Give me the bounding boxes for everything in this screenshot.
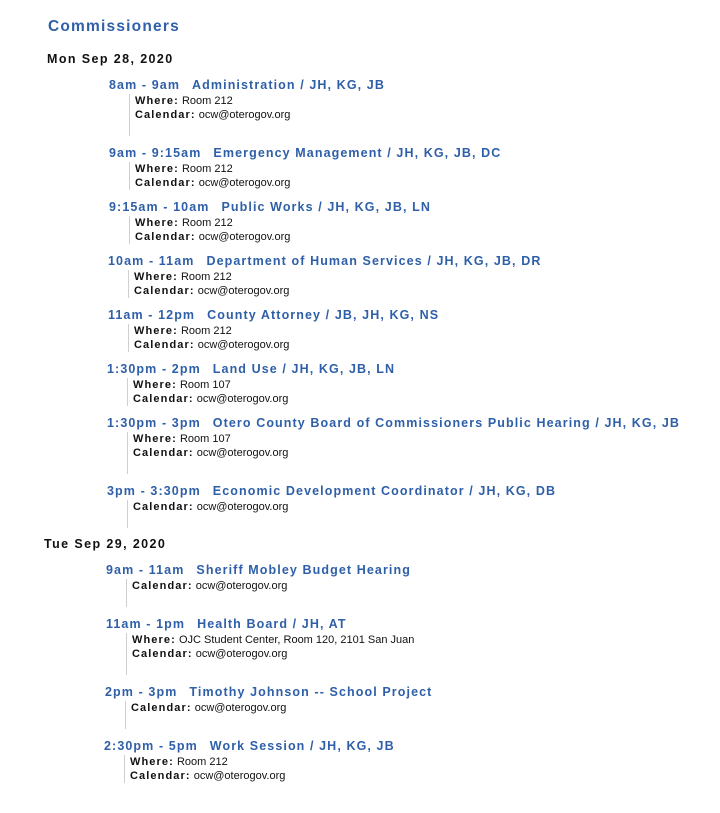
event-title[interactable]: Timothy Johnson -- School Project	[189, 685, 433, 699]
where-value: Room 212	[180, 271, 232, 283]
calendar-label: Calendar:	[132, 580, 193, 592]
where-label: Where:	[135, 217, 179, 229]
event-header[interactable]	[105, 685, 432, 699]
spacer	[133, 514, 556, 528]
event-time: 2:30pm - 5pm	[104, 739, 198, 753]
event-where	[135, 216, 431, 230]
event-details	[127, 378, 395, 406]
spacer	[131, 715, 432, 729]
event-where	[133, 432, 680, 446]
event-item[interactable]	[106, 617, 414, 675]
event-item[interactable]	[107, 362, 395, 406]
page-title: Commissioners	[48, 18, 180, 35]
event-header[interactable]	[106, 617, 414, 631]
where-label: Where:	[133, 379, 177, 391]
calendar-value: ocw@oterogov.org	[194, 702, 287, 714]
event-calendar	[133, 392, 395, 406]
event-item[interactable]	[106, 563, 411, 607]
where-label: Where:	[135, 163, 179, 175]
event-where	[130, 755, 395, 769]
event-item[interactable]	[104, 739, 395, 783]
event-header[interactable]	[104, 739, 395, 753]
event-item[interactable]	[108, 254, 541, 298]
event-time: 9am - 11am	[106, 563, 185, 577]
event-calendar	[135, 176, 501, 190]
event-details	[126, 633, 414, 675]
event-header[interactable]	[108, 308, 439, 322]
spacer	[133, 460, 680, 474]
event-calendar	[134, 284, 541, 298]
where-label: Where:	[133, 433, 177, 445]
event-title[interactable]: Emergency Management / JH, KG, JB, DC	[213, 146, 502, 160]
event-details	[127, 500, 556, 528]
event-item[interactable]	[107, 484, 556, 528]
event-title[interactable]: Department of Human Services / JH, KG, JB, DR	[206, 254, 542, 268]
event-calendar	[135, 230, 431, 244]
where-label: Where:	[132, 634, 176, 646]
event-title[interactable]: Work Session / JH, KG, JB	[209, 739, 395, 753]
event-details	[128, 270, 541, 298]
where-label: Where:	[130, 756, 174, 768]
event-calendar	[132, 647, 414, 661]
calendar-value: ocw@oterogov.org	[198, 109, 291, 121]
calendar-value: ocw@oterogov.org	[195, 580, 288, 592]
event-item[interactable]	[105, 685, 432, 729]
day-heading: Tue Sep 29, 2020	[44, 537, 167, 551]
event-item[interactable]	[107, 416, 680, 474]
calendar-label: Calendar:	[133, 447, 194, 459]
event-item[interactable]	[108, 308, 439, 352]
calendar-value: ocw@oterogov.org	[197, 339, 290, 351]
where-value: Room 212	[181, 163, 233, 175]
calendar-label: Calendar:	[130, 770, 191, 782]
event-item[interactable]	[109, 146, 501, 190]
event-title[interactable]: Otero County Board of Commissioners Public Hearing / JH, KG, JB	[212, 416, 681, 430]
event-header[interactable]	[106, 563, 411, 577]
event-time: 1:30pm - 3pm	[107, 416, 201, 430]
calendar-value: ocw@oterogov.org	[196, 393, 289, 405]
event-details	[129, 94, 385, 136]
where-value: Room 212	[181, 217, 233, 229]
event-calendar	[133, 500, 556, 514]
event-calendar	[135, 108, 385, 122]
event-time: 11am - 12pm	[108, 308, 196, 322]
event-where	[135, 94, 385, 108]
calendar-label: Calendar:	[134, 339, 195, 351]
where-value: Room 212	[180, 325, 232, 337]
event-calendar	[134, 338, 439, 352]
event-header[interactable]	[109, 200, 431, 214]
event-details	[126, 579, 411, 607]
event-where	[132, 633, 414, 647]
event-details	[127, 432, 680, 474]
event-item[interactable]	[109, 78, 385, 136]
event-details	[125, 701, 432, 729]
calendar-label: Calendar:	[134, 285, 195, 297]
event-header[interactable]	[107, 416, 680, 430]
where-label: Where:	[135, 95, 179, 107]
event-details	[128, 324, 439, 352]
event-time: 1:30pm - 2pm	[107, 362, 201, 376]
where-value: Room 107	[179, 433, 231, 445]
calendar-value: ocw@oterogov.org	[196, 501, 289, 513]
event-title[interactable]: County Attorney / JB, JH, KG, NS	[207, 308, 440, 322]
where-label: Where:	[134, 271, 178, 283]
calendar-label: Calendar:	[131, 702, 192, 714]
event-header[interactable]	[107, 484, 556, 498]
event-time: 2pm - 3pm	[105, 685, 178, 699]
event-header[interactable]	[109, 78, 385, 92]
event-title[interactable]: Land Use / JH, KG, JB, LN	[212, 362, 396, 376]
event-calendar	[133, 446, 680, 460]
event-details	[129, 216, 431, 244]
where-value: OJC Student Center, Room 120, 2101 San Juan	[178, 634, 415, 646]
calendar-value: ocw@oterogov.org	[195, 648, 288, 660]
calendar-value: ocw@oterogov.org	[196, 447, 289, 459]
event-where	[133, 378, 395, 392]
event-item[interactable]	[109, 200, 431, 244]
where-value: Room 212	[176, 756, 228, 768]
event-calendar	[132, 579, 411, 593]
calendar-value: ocw@oterogov.org	[198, 231, 291, 243]
event-title[interactable]: Sheriff Mobley Budget Hearing	[196, 563, 411, 577]
event-time: 10am - 11am	[108, 254, 195, 268]
calendar-label: Calendar:	[133, 393, 194, 405]
event-time: 9:15am - 10am	[109, 200, 210, 214]
spacer	[135, 122, 385, 136]
event-title[interactable]: Health Board / JH, AT	[197, 617, 347, 631]
spacer	[132, 661, 414, 675]
event-details	[124, 755, 395, 783]
where-label: Where:	[134, 325, 178, 337]
event-details	[129, 162, 501, 190]
event-where	[134, 270, 541, 284]
calendar-label: Calendar:	[135, 177, 196, 189]
event-time: 3pm - 3:30pm	[107, 484, 201, 498]
event-calendar	[131, 701, 432, 715]
where-value: Room 107	[179, 379, 231, 391]
event-time: 9am - 9:15am	[109, 146, 202, 160]
event-time: 11am - 1pm	[106, 617, 186, 631]
where-value: Room 212	[181, 95, 233, 107]
event-title[interactable]: Public Works / JH, KG, JB, LN	[221, 200, 431, 214]
event-title[interactable]: Administration / JH, KG, JB	[192, 78, 385, 92]
event-time: 8am - 9am	[109, 78, 181, 92]
event-where	[135, 162, 501, 176]
calendar-label: Calendar:	[133, 501, 194, 513]
calendar-value: ocw@oterogov.org	[193, 770, 286, 782]
event-calendar	[130, 769, 395, 783]
event-where	[134, 324, 439, 338]
event-header[interactable]	[109, 146, 501, 160]
calendar-label: Calendar:	[135, 231, 196, 243]
event-header[interactable]	[107, 362, 395, 376]
event-title[interactable]: Economic Development Coordinator / JH, KG, DB	[212, 484, 557, 498]
day-heading: Mon Sep 28, 2020	[47, 52, 174, 66]
calendar-label: Calendar:	[135, 109, 196, 121]
calendar-value: ocw@oterogov.org	[197, 285, 290, 297]
calendar-label: Calendar:	[132, 648, 193, 660]
event-header[interactable]	[108, 254, 541, 268]
calendar-value: ocw@oterogov.org	[198, 177, 291, 189]
spacer	[132, 593, 411, 607]
